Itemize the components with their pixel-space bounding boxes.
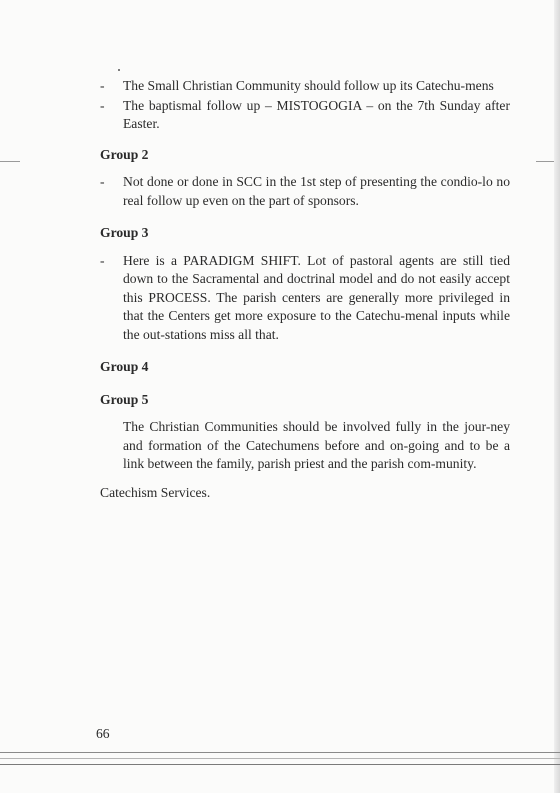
scan-mark-left — [0, 161, 20, 162]
closing-line: Catechism Services. — [100, 484, 211, 500]
group-3-heading: Group 3 — [100, 225, 149, 240]
group-2-bullet — [100, 173, 510, 210]
bullet-text: Here is a PARADIGM SHIFT. Lot of pastoral agents are still tied down to the Sacramental and doctrinal model and do not easily accept this PROCESS. The parish centers are generally more privileged in that the Centers get more exposure to the Catechu-menal inputs while the out-stations miss all that. — [123, 252, 510, 342]
bullet-text: The baptismal follow up – MISTOGOGIA – on the 7th Sunday after Easter. — [123, 97, 510, 131]
scan-bottom-lines — [0, 752, 560, 768]
intro-bullet-2 — [100, 97, 510, 134]
scan-edge-shadow — [554, 0, 560, 793]
bullet-dash: - — [100, 174, 105, 189]
bullet-dash: - — [100, 78, 105, 93]
scan-mark-right — [536, 161, 554, 162]
group-5-paragraph: The Christian Communities should be involved fully in the jour-ney and formation of the Catechumens before and on-going and to be a link between the family, parish priest and the parish com-munity. — [123, 419, 510, 471]
group-2-heading: Group 2 — [100, 146, 149, 162]
bullet-text: The Small Christian Community should follow up its Catechu-mens — [123, 78, 494, 93]
intro-bullet-1 — [100, 77, 510, 96]
page-number: 66 — [96, 726, 110, 741]
bullet-dash: - — [100, 97, 105, 113]
page-body — [100, 77, 510, 502]
group-4-heading: Group 4 — [100, 359, 149, 374]
bullet-text: Not done or done in SCC in the 1st step of presenting the condio-lo no real follow up even on the part of sponsors. — [123, 174, 510, 208]
group-3-bullet — [100, 252, 510, 345]
scan-speck — [118, 69, 120, 71]
bullet-dash: - — [100, 252, 105, 268]
group-5-heading: Group 5 — [100, 391, 149, 407]
